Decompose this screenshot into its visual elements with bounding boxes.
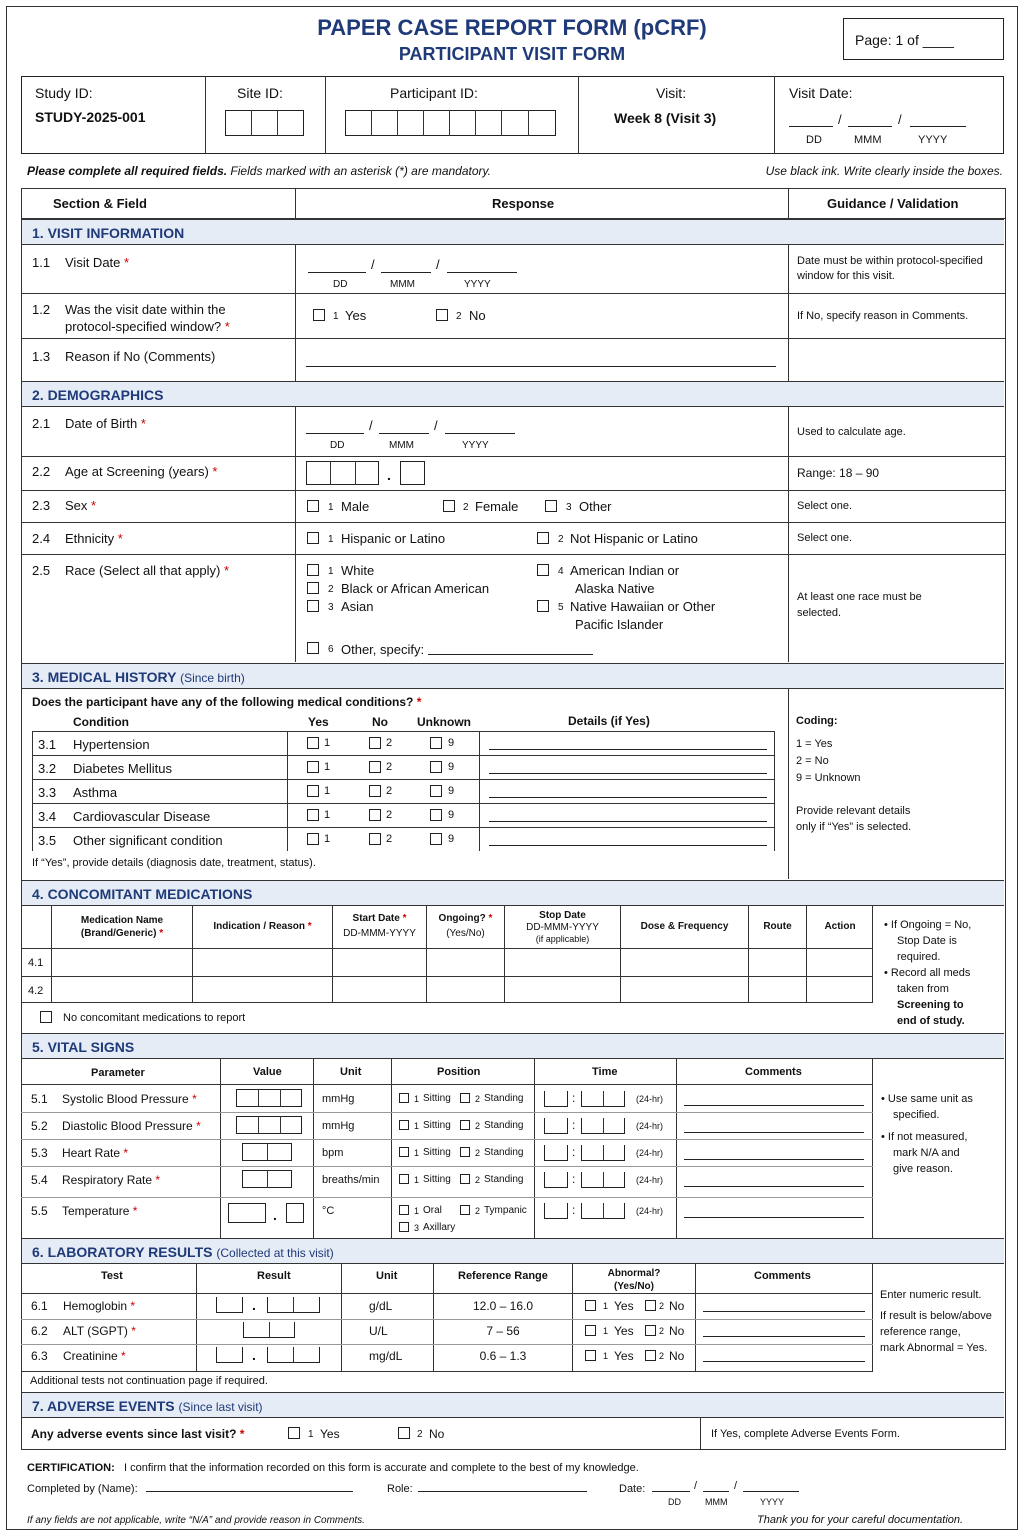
label-text: Oral	[423, 1205, 442, 1216]
instructions-right: Use black ink. Write clearly inside the boxes.	[765, 164, 1003, 178]
lab-unit: U/L	[369, 1324, 388, 1338]
visit-date-dd[interactable]	[789, 113, 833, 127]
label-text: Sitting	[423, 1147, 451, 1158]
label-text: .	[252, 1347, 256, 1363]
label-text: Standing	[484, 1120, 524, 1131]
label-text: No	[669, 1349, 685, 1363]
label-text: 2	[386, 833, 393, 845]
label-text: :	[572, 1091, 576, 1105]
label-text: Sitting	[423, 1120, 451, 1131]
participant-id-label: Participant ID:	[390, 85, 478, 101]
condition-name: Other significant condition	[73, 833, 223, 848]
vital-name: Respiratory Rate *	[62, 1173, 161, 1187]
footer-right: Thank you for your careful documentation.	[757, 1514, 964, 1526]
age-decimal-box[interactable]	[400, 461, 425, 485]
abnormal-no-checkbox[interactable]	[645, 1350, 656, 1361]
vital-comments-input[interactable]	[684, 1092, 864, 1106]
race-other-specify-input[interactable]	[428, 641, 593, 655]
time-hours-input[interactable]	[544, 1203, 568, 1219]
col-header-guidance: Guidance / Validation	[827, 196, 959, 211]
label-text: Standing	[484, 1174, 524, 1185]
label-text: 2	[475, 1206, 481, 1216]
participant-id-boxes[interactable]	[345, 110, 556, 136]
form-subtitle: PARTICIPANT VISIT FORM	[398, 44, 626, 64]
vital-unit: mmHg	[322, 1120, 355, 1132]
vital-number: 5.1	[31, 1092, 48, 1106]
condition-details-input[interactable]	[489, 832, 767, 846]
vital-comments-input[interactable]	[684, 1204, 864, 1218]
abnormal-no-checkbox[interactable]	[645, 1325, 656, 1336]
condition-no-checkbox[interactable]	[369, 737, 381, 749]
condition-yes-checkbox[interactable]	[307, 737, 319, 749]
label-text: 2	[659, 1326, 665, 1336]
label-text: Standing	[484, 1093, 524, 1104]
label-text: 1	[603, 1351, 609, 1361]
label-text: Yes	[614, 1324, 634, 1338]
label-text: Yes	[614, 1299, 634, 1313]
completed-by-input[interactable]	[146, 1478, 353, 1492]
med-row-1[interactable]	[52, 949, 872, 975]
label-text: (24-hr)	[636, 1121, 664, 1131]
abnormal-yes-checkbox[interactable]	[585, 1350, 596, 1361]
condition-yes-checkbox[interactable]	[307, 833, 319, 845]
position-sitting-checkbox[interactable]	[399, 1147, 409, 1157]
col-header-response: Response	[492, 196, 555, 211]
vital-comments-input[interactable]	[684, 1173, 864, 1187]
vital-unit: breaths/min	[322, 1174, 380, 1186]
label-text: 2	[475, 1121, 481, 1131]
time-hours-input[interactable]	[544, 1145, 568, 1161]
section-laboratory-results: 6. LABORATORY RESULTS (Collected at this visit)	[22, 1238, 1004, 1264]
label-text: 1	[324, 833, 331, 845]
condition-number: 3.2	[38, 761, 57, 776]
section-visit-information: 1. VISIT INFORMATION	[22, 219, 1004, 245]
condition-number: 3.1	[38, 737, 57, 752]
condition-number: 3.5	[38, 833, 57, 848]
lab-number: 6.1	[31, 1299, 48, 1313]
label-text: 1	[414, 1206, 420, 1216]
lab-comments-input[interactable]	[703, 1298, 865, 1312]
label-text: 9	[448, 809, 455, 821]
ethnicity-hispanic-checkbox[interactable]	[307, 532, 319, 544]
role-input[interactable]	[418, 1478, 587, 1492]
visit-date-yyyy-input[interactable]	[447, 259, 517, 273]
visit-window-no-checkbox[interactable]	[436, 309, 448, 321]
vital-number: 5.5	[31, 1204, 48, 1218]
adverse-events-yes-checkbox[interactable]	[288, 1427, 300, 1439]
condition-yes-checkbox[interactable]	[307, 761, 319, 773]
instructions-left: Please complete all required fields. Fields marked with an asterisk (*) are mandatory.	[27, 164, 491, 178]
site-id-boxes[interactable]	[225, 110, 304, 136]
label-text: Standing	[484, 1147, 524, 1158]
site-id-label: Site ID:	[237, 85, 283, 101]
lab-reference-range: 12.0 – 16.0	[472, 1299, 534, 1313]
footer-left: If any fields are not applicable, write “N/A” and provide reason in Comments.	[27, 1515, 365, 1526]
lab-test-name: ALT (SGPT) *	[63, 1324, 136, 1338]
condition-details-input[interactable]	[489, 784, 767, 798]
label-text: 2	[386, 761, 393, 773]
cert-date-mmm[interactable]	[703, 1478, 729, 1492]
label-text: 1	[324, 761, 331, 773]
page-number-label: Page: 1 of ____	[855, 32, 954, 48]
vital-value-input[interactable]	[236, 1116, 302, 1134]
vital-unit: mmHg	[322, 1093, 355, 1105]
section-concomitant-medications: 4. CONCOMITANT MEDICATIONS	[22, 880, 1004, 906]
label-text: :	[572, 1118, 576, 1132]
vital-name: Diastolic Blood Pressure *	[62, 1119, 201, 1133]
vital-number: 5.2	[31, 1119, 48, 1133]
condition-unknown-checkbox[interactable]	[430, 785, 442, 797]
condition-name: Cardiovascular Disease	[73, 809, 211, 824]
ethnicity-not-hispanic-checkbox[interactable]	[537, 532, 549, 544]
visit-window-yes-checkbox[interactable]	[313, 309, 325, 321]
certification: CERTIFICATION: I confirm that the information recorded on this form is accurate and complete to the best of my knowledge.	[27, 1462, 639, 1474]
label-text: Axillary	[423, 1222, 456, 1233]
condition-unknown-checkbox[interactable]	[430, 833, 442, 845]
time-hours-input[interactable]	[544, 1118, 568, 1134]
visit-date-dd-input[interactable]	[308, 259, 366, 273]
condition-number: 3.4	[38, 809, 57, 824]
vital-name: Heart Rate *	[62, 1146, 129, 1160]
route-axillary-checkbox[interactable]	[399, 1222, 409, 1232]
adverse-events-no-checkbox[interactable]	[398, 1427, 410, 1439]
position-standing-checkbox[interactable]	[460, 1120, 470, 1130]
time-hours-input[interactable]	[544, 1172, 568, 1188]
vital-name: Temperature *	[62, 1204, 138, 1218]
label-text: (24-hr)	[636, 1206, 664, 1216]
col-header-field: Section & Field	[53, 196, 147, 211]
label-text: 2	[475, 1148, 481, 1158]
race-asian-checkbox[interactable]	[307, 600, 319, 612]
abnormal-no-checkbox[interactable]	[645, 1300, 656, 1311]
label-text: :	[572, 1203, 576, 1217]
label-text: 1	[324, 809, 331, 821]
condition-no-checkbox[interactable]	[369, 833, 381, 845]
label-text: Yes	[614, 1349, 634, 1363]
lab-result-integer-input[interactable]	[216, 1347, 243, 1363]
visit-date-yyyy[interactable]	[910, 113, 966, 127]
race-white-checkbox[interactable]	[307, 564, 319, 576]
section-medical-history: 3. MEDICAL HISTORY (Since birth)	[22, 663, 1004, 689]
label-text: 2	[475, 1094, 481, 1104]
label-text: 2	[386, 809, 393, 821]
lab-reference-range: 0.6 – 1.3	[479, 1349, 527, 1363]
label-text: .	[273, 1207, 277, 1223]
reason-comments-input[interactable]	[306, 352, 776, 367]
label-text: 2	[659, 1301, 665, 1311]
section-demographics: 2. DEMOGRAPHICS	[22, 381, 1004, 407]
cert-date-dd[interactable]	[652, 1478, 690, 1492]
med-row-2[interactable]	[52, 977, 872, 1003]
visit-date-label: Visit Date:	[789, 85, 853, 101]
condition-name: Hypertension	[73, 737, 150, 752]
condition-no-checkbox[interactable]	[369, 761, 381, 773]
vital-number: 5.3	[31, 1146, 48, 1160]
dob-yyyy-input[interactable]	[445, 420, 515, 434]
route-tympanic-checkbox[interactable]	[460, 1205, 470, 1215]
condition-number: 3.3	[38, 785, 57, 800]
visit-value: Week 8 (Visit 3)	[614, 110, 717, 126]
label-text: Sitting	[423, 1093, 451, 1104]
condition-details-input[interactable]	[489, 808, 767, 822]
section-vital-signs: 5. VITAL SIGNS	[22, 1033, 1004, 1059]
label-text: 1	[603, 1326, 609, 1336]
temperature-decimal-input[interactable]	[286, 1203, 304, 1223]
vital-comments-input[interactable]	[684, 1119, 864, 1133]
label-text: 1	[414, 1121, 420, 1131]
label-text: .	[252, 1297, 256, 1313]
section-adverse-events: 7. ADVERSE EVENTS (Since last visit)	[22, 1392, 1004, 1418]
dob-dd-input[interactable]	[306, 420, 364, 434]
temperature-integer-input[interactable]	[228, 1203, 266, 1223]
label-text: 2	[659, 1351, 665, 1361]
visit-date-mmm-input[interactable]	[381, 259, 431, 273]
label-text: (24-hr)	[636, 1175, 664, 1185]
condition-details-input[interactable]	[489, 736, 767, 750]
label-text: 9	[448, 785, 455, 797]
position-standing-checkbox[interactable]	[460, 1174, 470, 1184]
vital-unit: bpm	[322, 1147, 344, 1159]
lab-result-integer-input[interactable]	[216, 1297, 243, 1313]
label-text: Sitting	[423, 1174, 451, 1185]
lab-reference-range: 7 – 56	[486, 1324, 520, 1338]
cert-date-yyyy[interactable]	[743, 1478, 799, 1492]
label-text: 1	[414, 1148, 420, 1158]
abnormal-yes-checkbox[interactable]	[585, 1325, 596, 1336]
visit-date-field-label: Visit Date *	[65, 255, 130, 270]
route-oral-checkbox[interactable]	[399, 1205, 409, 1215]
lab-unit: mg/dL	[369, 1349, 403, 1363]
no-medications-checkbox[interactable]	[40, 1011, 52, 1023]
label-text: :	[572, 1145, 576, 1159]
vital-number: 5.4	[31, 1173, 48, 1187]
label-text: (24-hr)	[636, 1148, 664, 1158]
label-text: 3	[414, 1223, 420, 1233]
label-text: :	[572, 1172, 576, 1186]
condition-no-checkbox[interactable]	[369, 785, 381, 797]
label-text: 2	[386, 737, 393, 749]
position-standing-checkbox[interactable]	[460, 1147, 470, 1157]
label-text: 1	[414, 1175, 420, 1185]
label-text: 9	[448, 737, 455, 749]
label-text: Tympanic	[484, 1205, 527, 1216]
vital-unit: °C	[322, 1205, 335, 1217]
condition-name: Diabetes Mellitus	[73, 761, 172, 776]
age-integer-boxes[interactable]	[306, 461, 379, 485]
lab-test-name: Creatinine *	[63, 1349, 126, 1363]
sex-other-checkbox[interactable]	[545, 500, 557, 512]
condition-unknown-checkbox[interactable]	[430, 761, 442, 773]
condition-name: Asthma	[73, 785, 118, 800]
condition-yes-checkbox[interactable]	[307, 809, 319, 821]
condition-yes-checkbox[interactable]	[307, 785, 319, 797]
label-text: No	[669, 1299, 685, 1313]
position-sitting-checkbox[interactable]	[399, 1174, 409, 1184]
dob-mmm-input[interactable]	[379, 420, 429, 434]
label-text: 9	[448, 761, 455, 773]
vital-comments-input[interactable]	[684, 1146, 864, 1160]
label-text: No	[669, 1324, 685, 1338]
abnormal-yes-checkbox[interactable]	[585, 1300, 596, 1311]
time-hours-input[interactable]	[544, 1091, 568, 1107]
condition-unknown-checkbox[interactable]	[430, 737, 442, 749]
position-sitting-checkbox[interactable]	[399, 1093, 409, 1103]
label-text: (24-hr)	[636, 1094, 664, 1104]
label-text: 2	[386, 785, 393, 797]
label-text: 1	[324, 737, 331, 749]
visit-date-mmm[interactable]	[848, 113, 892, 127]
position-sitting-checkbox[interactable]	[399, 1120, 409, 1130]
lab-test-name: Hemoglobin *	[63, 1299, 136, 1313]
race-native-hawaiian-checkbox[interactable]	[537, 600, 549, 612]
sex-female-checkbox[interactable]	[443, 500, 455, 512]
sex-male-checkbox[interactable]	[307, 500, 319, 512]
visit-label: Visit:	[656, 85, 687, 101]
race-american-indian-checkbox[interactable]	[537, 564, 549, 576]
label-text: 2	[475, 1175, 481, 1185]
condition-no-checkbox[interactable]	[369, 809, 381, 821]
label-text: 1	[324, 785, 331, 797]
study-id-label: Study ID:	[35, 85, 93, 101]
label-text: 9	[448, 833, 455, 845]
lab-unit: g/dL	[369, 1299, 393, 1313]
label-text: 1	[603, 1301, 609, 1311]
study-id-value: STUDY-2025-001	[35, 109, 146, 125]
condition-unknown-checkbox[interactable]	[430, 809, 442, 821]
lab-number: 6.3	[31, 1349, 48, 1363]
race-black-checkbox[interactable]	[307, 582, 319, 594]
lab-comments-input[interactable]	[703, 1348, 865, 1362]
condition-details-input[interactable]	[489, 760, 767, 774]
vital-value-input[interactable]	[236, 1089, 302, 1107]
vital-name: Systolic Blood Pressure *	[62, 1092, 197, 1106]
label-text: 1	[414, 1094, 420, 1104]
lab-comments-input[interactable]	[703, 1323, 865, 1337]
position-standing-checkbox[interactable]	[460, 1093, 470, 1103]
race-other-checkbox[interactable]	[307, 642, 319, 654]
lab-number: 6.2	[31, 1324, 48, 1338]
form-title: PAPER CASE REPORT FORM (pCRF)	[317, 15, 707, 40]
